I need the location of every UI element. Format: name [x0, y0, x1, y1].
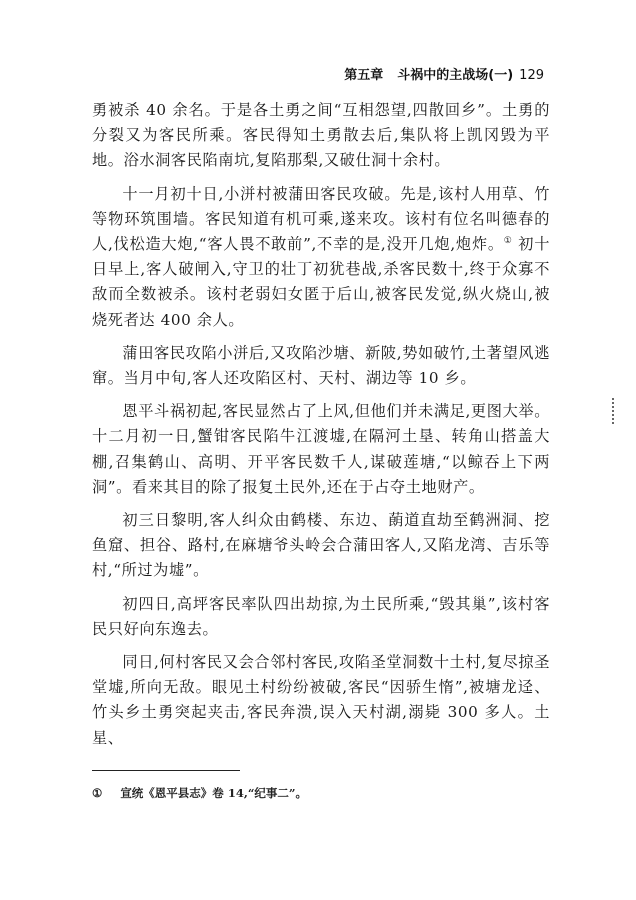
footnote-mark: ①	[92, 786, 103, 800]
paragraph-6: 初四日,高坪客民率队四出劫掠,为土民所乘,“毁其巢”,该村客民只好向东逸去。	[92, 594, 550, 638]
paragraph-1: 勇被杀 40 余名。于是各土勇之间“互相怨望,四散回乡”。土勇的分裂又为客民所乘。客民得知土勇散去后,集队将上凯冈毁为平地。浴水洞客民陷南坑,复陷那梨,又破仕洞十余村。	[92, 101, 550, 170]
footnote-divider	[92, 770, 240, 771]
paragraph-3: 蒲田客民攻陷小洴后,又攻陷沙塘、新陂,势如破竹,土著望风逃窜。当月中旬,客人还攻陷区村、天村、湖边等 10 乡。	[92, 343, 550, 388]
paragraph-4: 恩平斗祸初起,客民显然占了上风,但他们并未满足,更图大举。十二月初一日,蟹钳客民陷牛江渡墟,在隔河土垦、转角山搭盖大棚,召集鹤山、高明、开平客民数千人,谋破莲塘,“以鲸吞上下两洞”。看来其目的除了报复土民外,还在于占夺土地财产。	[92, 402, 550, 496]
page-number: 129	[519, 68, 544, 83]
paragraph-5: 初三日黎明,客人纠众由鹤楼、东边、蓢道直劫至鹤洲洞、挖鱼窟、担谷、路村,在麻塘爷头岭会合蒲田客人,又陷龙湾、吉乐等村,“所过为墟”。	[92, 511, 550, 580]
scan-edge-mark	[612, 398, 616, 424]
paragraph-7: 同日,何村客民又会合邻村客民,攻陷圣堂洞数十土村,复尽掠圣堂墟,所向无敌。眼见土村纷纷被破,客民“因骄生惰”,被塘龙迳、竹头乡土勇突起夹击,客民奔溃,误入天村湖,溺毙 300 多人。土星、	[92, 653, 550, 747]
footnote-text: 宣统《恩平县志》卷 14,“纪事二”。	[120, 786, 308, 800]
footnote	[92, 785, 307, 801]
running-header	[344, 64, 544, 83]
chapter-title: 斗祸中的主战场(一)	[397, 68, 514, 83]
paragraph-2: 十一月初十日,小洴村被蒲田客民攻破。先是,该村人用草、竹等物环筑围墙。客民知道有机可乘,遂来攻。该村有位名叫德春的人,伐松造大炮,“客人畏不敢前”,不幸的是,没开几炮,炮炸。① 初十日早上,客人破闸入,守卫的壮丁初犹巷战,杀客民数十,终于众寡不敌而全数被杀。该村老弱妇女匿于后山,被客民发觉,纵火烧山,被烧死者达 400 余人。	[92, 184, 550, 329]
body-text	[92, 98, 550, 759]
footnote-reference: ①	[503, 235, 513, 246]
chapter-label: 第五章	[344, 68, 384, 83]
